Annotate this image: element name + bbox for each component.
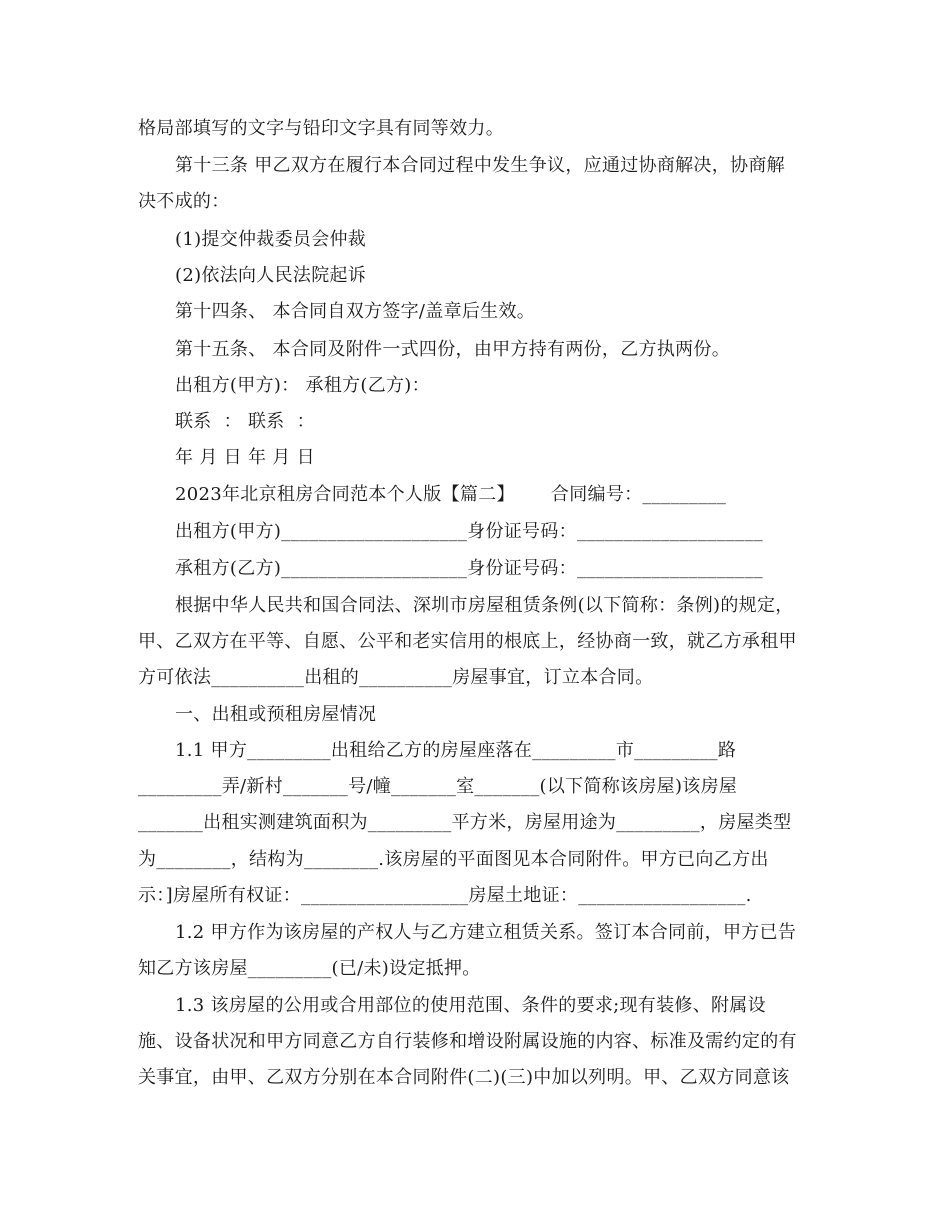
text-line: 出租方(甲方)____________________身份证号码：____________________ (175, 521, 763, 542)
text-line: 第十四条、 本合同自双方签字/盖章后生效。 (175, 301, 536, 322)
text-line: 方可依法__________出租的__________房屋事宜，订立本合同。 (138, 667, 654, 688)
text-line: 第十三条 甲乙双方在履行本合同过程中发生争议，应通过协商解决，协商解 (175, 155, 785, 176)
text-line: 年 月 日 年 月 日 (175, 447, 315, 468)
text-line: 决不成的： (138, 191, 230, 212)
section-title: 2023年北京租房合同范本个人版【篇二】 合同编号：_________ (175, 484, 727, 505)
text-line: 格局部填写的文字与铅印文字具有同等效力。 (138, 118, 504, 139)
text-line: 1.2 甲方作为该房屋的产权人与乙方建立租赁关系。签订本合同前，甲方已告 (175, 922, 797, 943)
section-heading: 一、出租或预租房屋情况 (175, 704, 377, 725)
text-line: 关事宜，由甲、乙双方分别在本合同附件(二)(三)中加以列明。甲、乙双方同意该 (138, 1067, 790, 1088)
text-line: 1.3 该房屋的公用或合用部位的使用范围、条件的要求;现有装修、附属设 (175, 995, 766, 1016)
text-line: (1)提交仲裁委员会仲裁 (175, 229, 367, 250)
text-line: _______出租实测建筑面积为_________平方米，房屋用途为_________，房屋类型 (138, 812, 792, 833)
text-line: 甲、乙双方在平等、自愿、公平和老实信用的根底上，经协商一致，就乙方承租甲 (138, 631, 797, 652)
text-line: 承租方(乙方)____________________身份证号码：____________________ (175, 558, 763, 579)
text-line: (2)依法向人民法院起诉 (175, 265, 367, 286)
text-line: 根据中华人民共和国合同法、深圳市房屋租赁条例(以下简称：条例)的规定， (175, 595, 794, 616)
text-line: _________弄/新村_______号/幢_______室_______(以下简称该房屋)该房屋 (138, 776, 738, 797)
text-line: 知乙方该房屋_________(已/未)设定抵押。 (138, 958, 481, 979)
text-line: 联系 ： 联系 ： (175, 411, 315, 432)
text-line: 示：]房屋所有权证：__________________房屋土地证：__________________. (138, 885, 752, 906)
text-line: 第十五条、 本合同及附件一式四份，由甲方持有两份，乙方执两份。 (175, 339, 731, 360)
text-line: 为________，结构为________.该房屋的平面图见本合同附件。甲方已向乙方出 (138, 849, 769, 870)
text-line: 1.1 甲方_________出租给乙方的房屋座落在_________市_________路 (175, 740, 737, 761)
text-line: 施、设备状况和甲方同意乙方自行装修和增设附属设施的内容、标准及需约定的有 (138, 1031, 797, 1052)
text-line: 出租方(甲方)： 承租方(乙方)： (175, 375, 430, 396)
